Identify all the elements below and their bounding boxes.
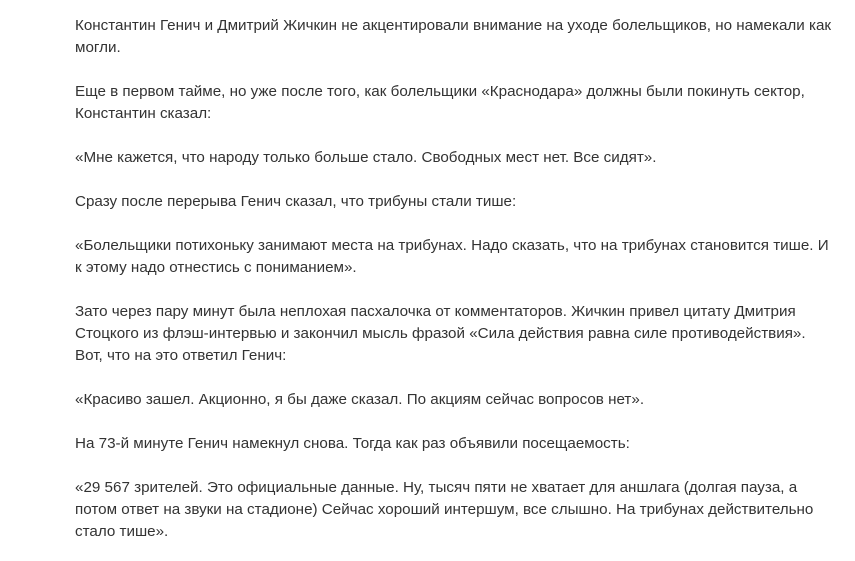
article-body: [75, 15, 835, 543]
paragraph-intro: Константин Генич и Дмитрий Жичкин не акцентировали внимание на уходе болельщиков, но намекали как могли.: [75, 17, 832, 56]
paragraph-after-break: Сразу после перерыва Генич сказал, что трибуны стали тише:: [75, 193, 517, 210]
paragraph-73-minute: На 73-й минуте Генич намекнул снова. Тогда как раз объявили посещаемость:: [75, 435, 630, 452]
quote-easter-egg: «Красиво зашел. Акционно, я бы даже сказал. По акциям сейчас вопросов нет».: [75, 391, 645, 408]
paragraph-first-half: Еще в первом тайме, но уже после того, как болельщики «Краснодара» должны были покинуть сектор, Константин сказал:: [75, 83, 805, 122]
quote-attendance: «29 567 зрителей. Это официальные данные. Ну, тысяч пяти не хватает для аншлага (долгая пауза, а потом ответ на звуки на стадионе) Сейчас хороший интершум, все слышно. На трибунах действительно стало тише».: [75, 479, 814, 540]
paragraph-easter-egg: Зато через пару минут была неплохая пасхалочка от комментаторов. Жичкин привел цитату Дмитрия Стоцкого из флэш-интервью и закончил мысль фразой «Сила действия равна силе противодействия». Вот, что на это ответил Генич:: [75, 303, 806, 364]
quote-first-half: «Мне кажется, что народу только больше стало. Свободных мест нет. Все сидят».: [75, 149, 657, 166]
quote-after-break: «Болельщики потихоньку занимают места на трибунах. Надо сказать, что на трибунах становится тише. И к этому надо отнестись с пониманием».: [75, 237, 829, 276]
